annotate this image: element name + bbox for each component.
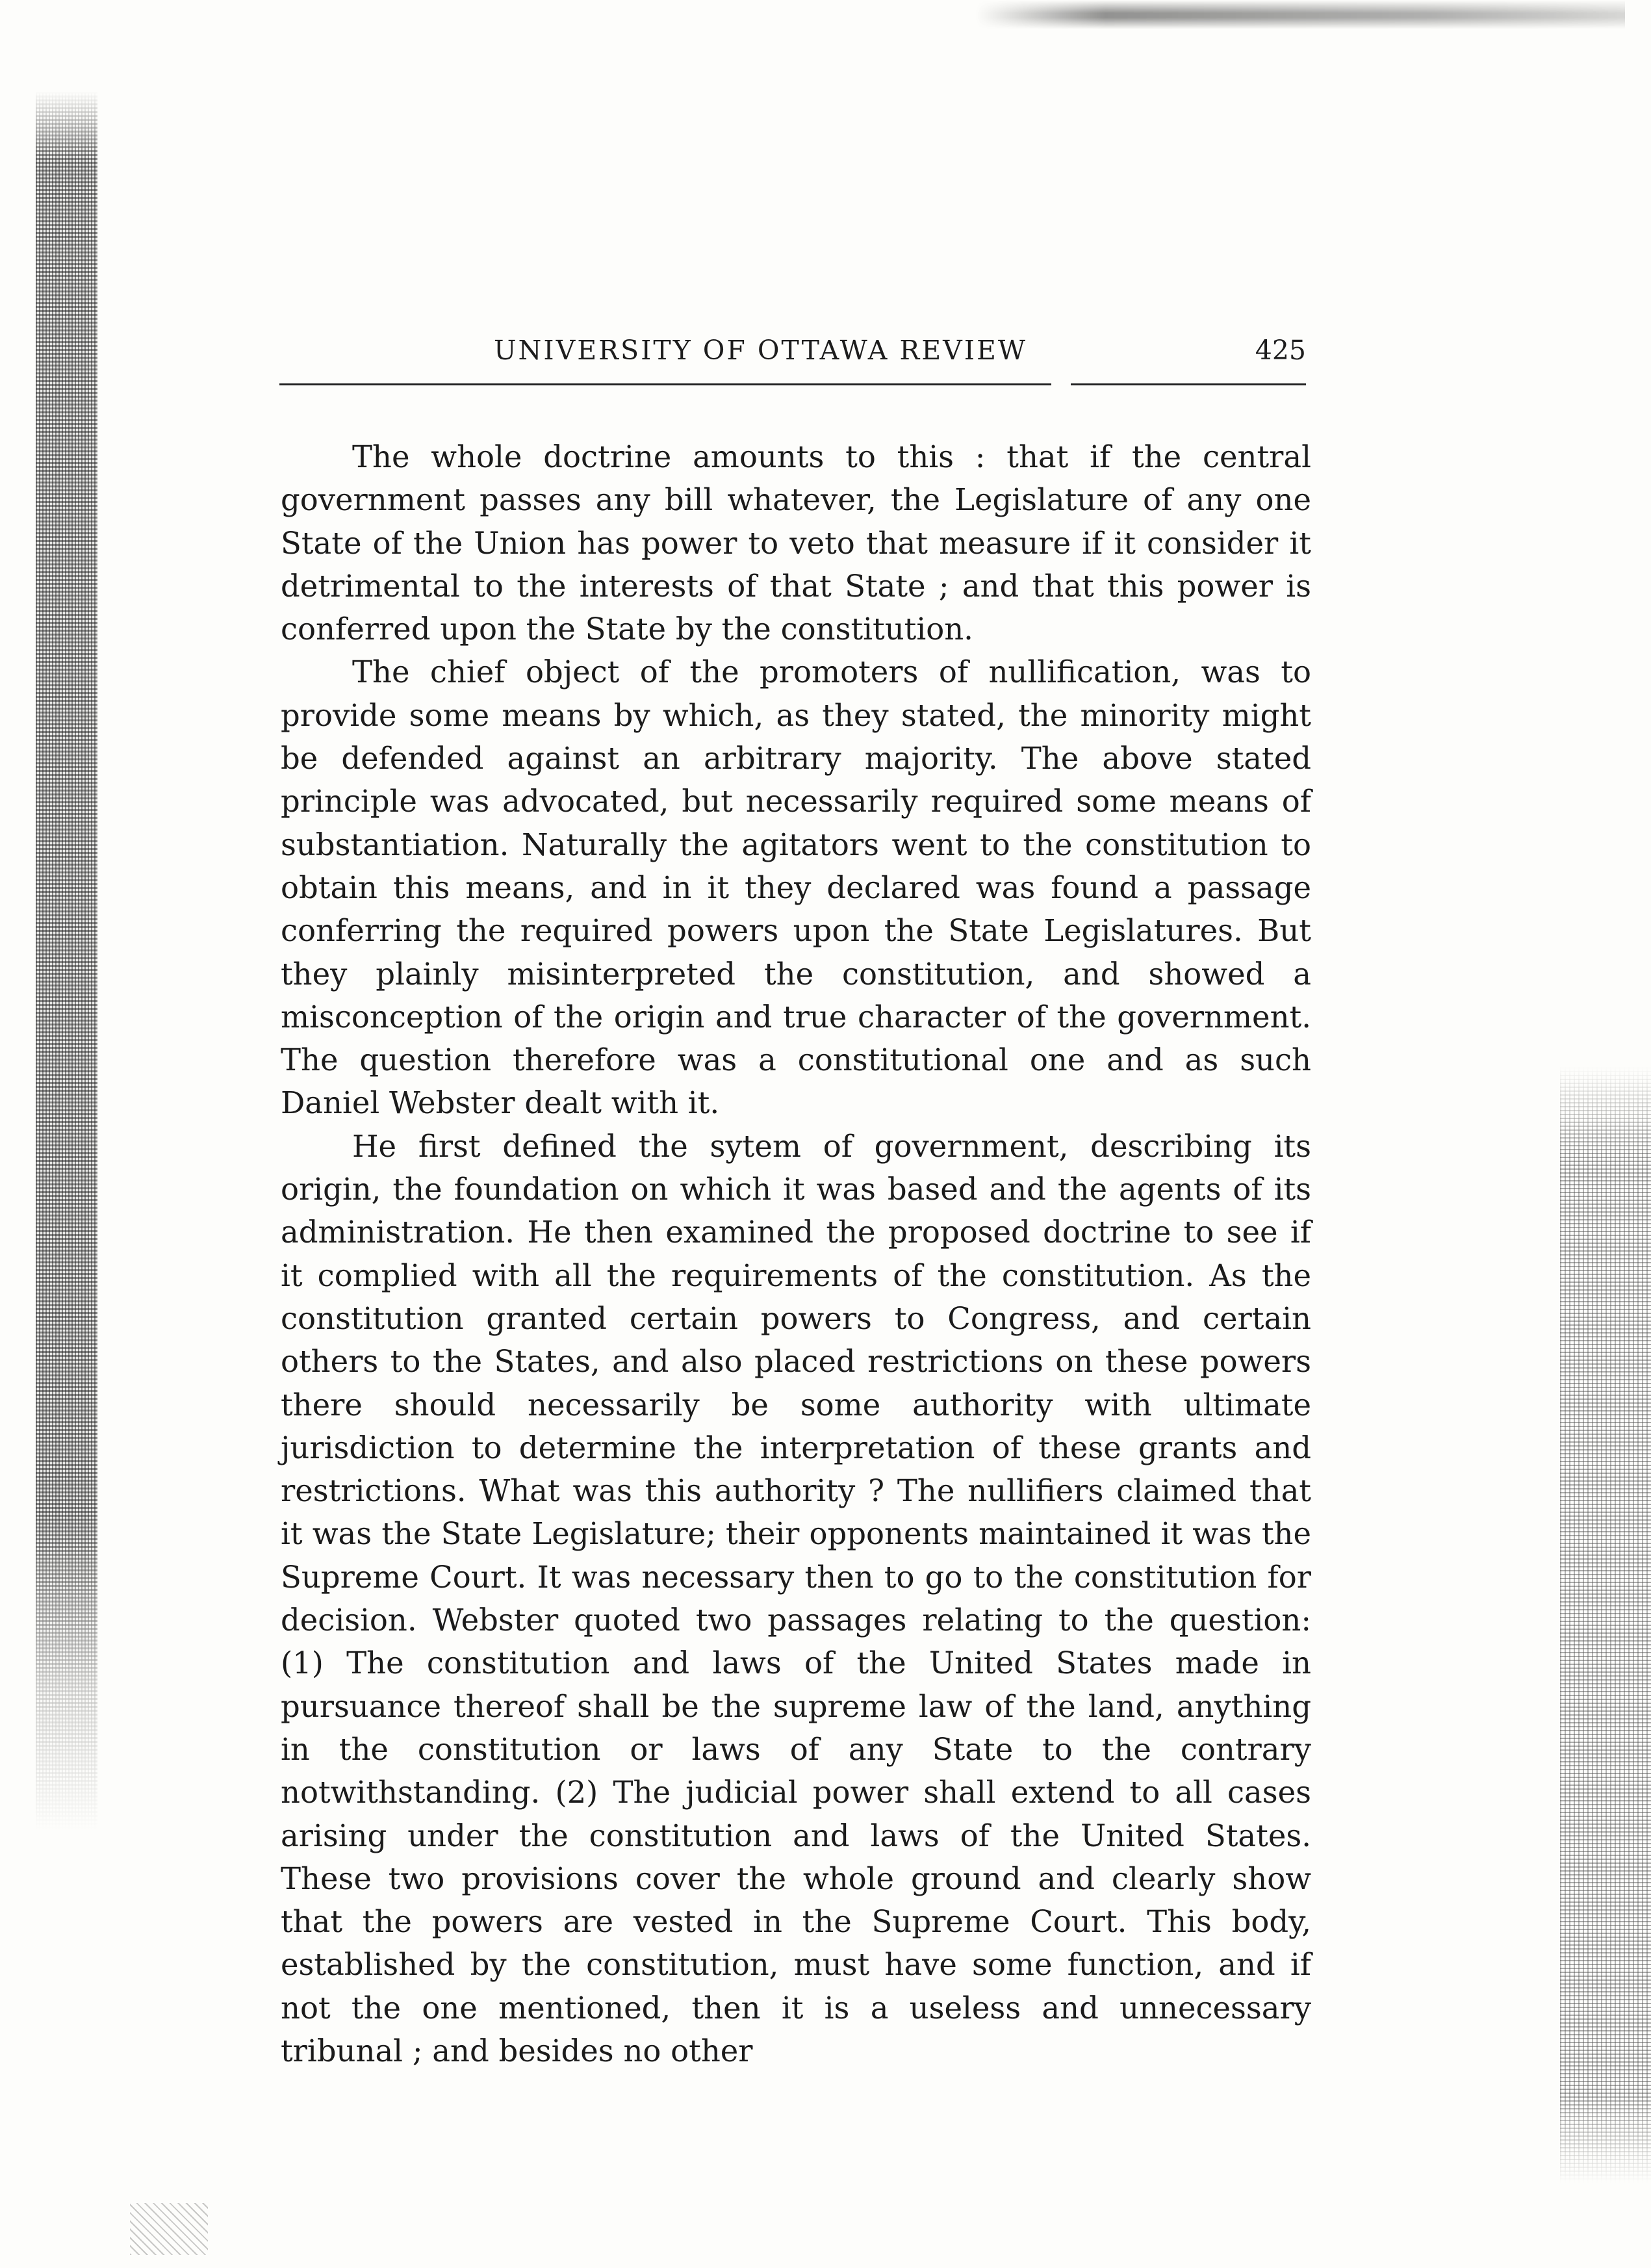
paragraph-nullification: The chief object of the promoters of nullification, was to provide some means by which, as they stated, the minority might be defended against an arbitrary majority. The above stated principle was advocated, but necessarily required some means of substantiation. Naturally the agitators went to the constitution to obtain this means, and in it they declared was found a passage conferring the required powers upon the State Legislatures. But they plainly misinterpreted the constitution, and showed a misconception of the origin and true character of the government. The question therefore was a constitutional one and as such Daniel Webster dealt with it.: [281, 654, 1311, 1121]
page-number: 425: [1255, 335, 1306, 366]
scan-binding-shadow-right: [1560, 1066, 1651, 2184]
paragraph-doctrine: The whole doctrine amounts to this : that if the central government passes any bill whatever, the Legislature of any one State of the Union has power to veto that measure if it consider it detrimental to the interests of that State ; and that this power is conferred upon the State by the constitution.: [281, 439, 1311, 647]
journal-title: UNIVERSITY OF OTTAWA REVIEW: [494, 335, 1028, 366]
article-body: [281, 435, 1311, 2072]
scan-top-smudge: [975, 0, 1625, 29]
scan-bottom-specks: [130, 2203, 208, 2255]
running-header: [279, 328, 1306, 387]
scan-binding-shadow-left: [36, 91, 97, 1833]
header-rule-left: [279, 383, 1051, 385]
paragraph-webster: He first defined the sytem of government, describing its origin, the foundation on which it was based and the agents of its administration. He then examined the proposed doctrine to see if it complied with all the requirements of the constitution. As the constitution granted certain powers to Congress, and certain others to the States, and also placed restrictions on these powers there should necessarily be some authority with ultimate jurisdiction to determine the interpretation of these grants and restrictions. What was this authority ? The nullifiers claimed that it was the State Legislature; their opponents maintained it was the Supreme Court. It was necessary then to go to the constitution for decision. Webster quoted two passages relating to the question: (1) The constitution and laws of the United States made in pursuance thereof shall be the supreme law of the land, anything in the constitution or laws of any State to the contrary notwithstanding. (2) The judicial power shall extend to all cases arising under the constitution and laws of the United States. These two provisions cover the whole ground and clearly show that the powers are vested in the Supreme Court. This body, established by the constitution, must have some function, and if not the one mentioned, then it is a useless and unnecessary tribunal ; and besides no other: [281, 1128, 1311, 2068]
header-rule-right: [1071, 383, 1306, 385]
